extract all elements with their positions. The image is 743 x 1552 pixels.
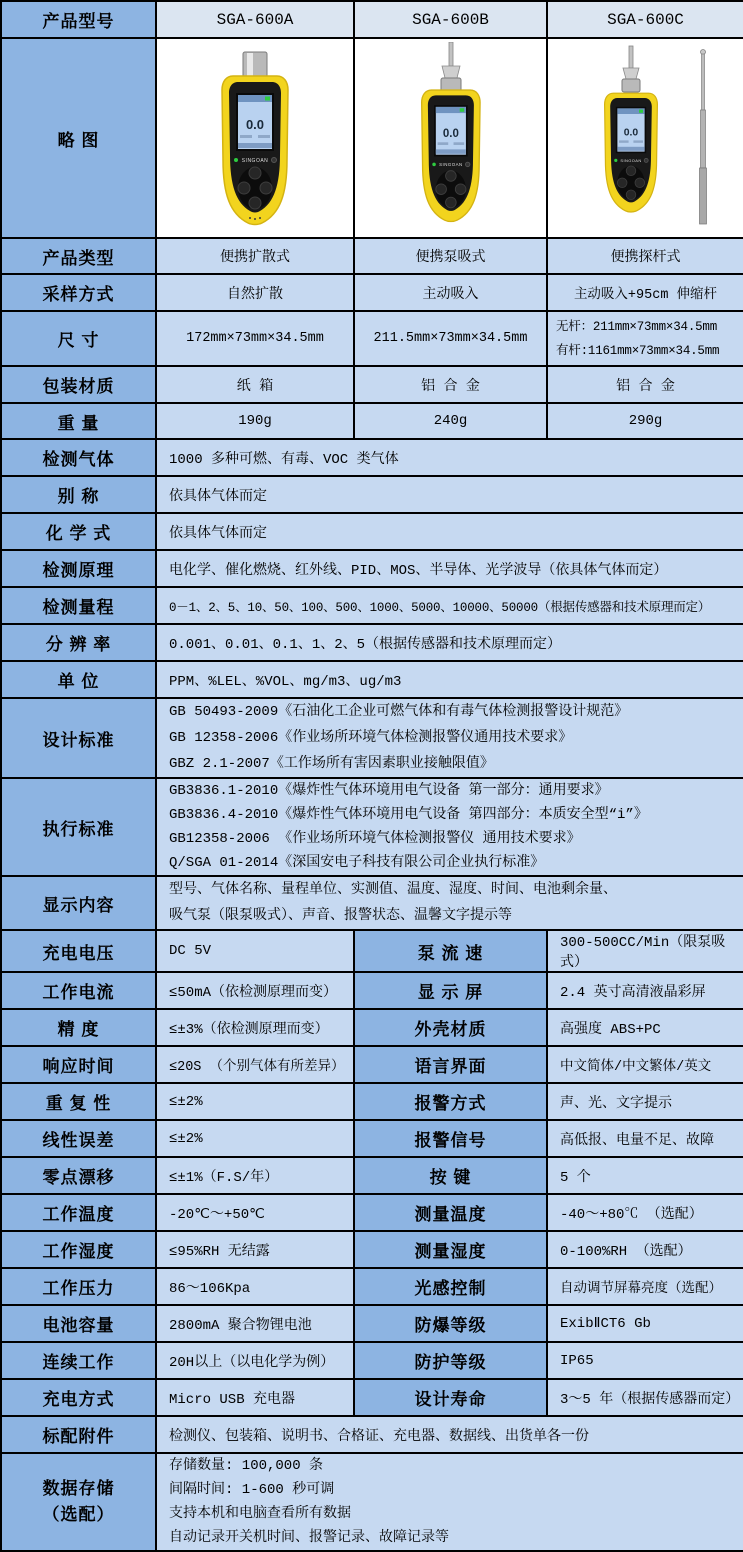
spec-label: 报警信号 [354,1120,547,1157]
spec-label: 语言界面 [354,1046,547,1083]
standard-line: GB 12358-2006《作业场所环境气体检测报警仪通用技术要求》 [169,730,573,746]
spec-value: 300-500CC/Min（限泵吸式） [547,930,743,972]
standard-line: GB3836.4-2010《爆炸性气体环境用电气设备 第四部分：本质安全型“i”》 [169,807,648,823]
spec-value: IP65 [547,1342,743,1379]
sampling-method-row [1,274,743,311]
dual-row [1,1231,743,1268]
product-model-label: 产品型号 [1,1,156,38]
alias-row [1,476,743,513]
detection-range-row [1,587,743,624]
spec-label: 线性误差 [1,1120,156,1157]
display-line: 型号、气体名称、量程单位、实测值、温度、湿度、时间、电池剩余量、 [169,882,617,898]
spec-label: 充电方式 [1,1379,156,1416]
spec-value-c: 290g [547,403,743,439]
spec-value-a: 自然扩散 [156,274,354,311]
storage-line: 存储数量: 100,000 条 [169,1458,324,1474]
spec-value: 自动调节屏幕亮度（选配） [547,1268,743,1305]
spec-label: 化 学 式 [1,513,156,550]
storage-label-line: （选配） [42,1505,115,1524]
accessories-row [1,1416,743,1453]
spec-label: 泵 流 速 [354,930,547,972]
spec-value-c: 铝 合 金 [547,366,743,403]
sketch-label: 略 图 [1,38,156,238]
spec-value: ≤±2% [156,1083,354,1120]
dual-row [1,1305,743,1342]
spec-value: ≤95%RH 无结露 [156,1231,354,1268]
spec-value-b: 便携泵吸式 [354,238,547,274]
spec-label: 标配附件 [1,1416,156,1453]
spec-value: 5 个 [547,1157,743,1194]
spec-value: ≤±2% [156,1120,354,1157]
spec-label: 工作压力 [1,1268,156,1305]
spec-value: 声、光、文字提示 [547,1083,743,1120]
sketch-row [1,38,743,238]
standard-line: Q/SGA 01-2014《深国安电子科技有限公司企业执行标准》 [169,855,545,871]
dimension-without-rod: 无杆：211mm×73mm×34.5mm [556,319,718,334]
spec-value: 0-100%RH （选配） [547,1231,743,1268]
telescopic-rod [699,50,706,225]
spec-label: 报警方式 [354,1083,547,1120]
spec-label: 执行标准 [1,778,156,876]
dual-row [1,1083,743,1120]
dual-row [1,1120,743,1157]
storage-label-line: 数据存储 [42,1479,115,1498]
spec-value [156,876,743,930]
spec-value: PPM、%LEL、%VOL、mg/m3、ug/m3 [156,661,743,698]
spec-value: ≤±1%（F.S/年） [156,1157,354,1194]
spec-value: DC 5V [156,930,354,972]
detected-gas-row [1,439,743,476]
dual-row [1,972,743,1009]
spec-value: 高强度 ABS+PC [547,1009,743,1046]
spec-label: 电池容量 [1,1305,156,1342]
dual-row [1,1157,743,1194]
spec-value-b: 240g [354,403,547,439]
spec-value: 1000 多种可燃、有毒、VOC 类气体 [156,439,743,476]
spec-label: 工作电流 [1,972,156,1009]
power-led [432,163,436,167]
spec-value: -40～+80℃ （选配） [547,1194,743,1231]
resolution-row [1,624,743,661]
spec-label: 别 称 [1,476,156,513]
display-line: 吸气泵（限泵吸式）、声音、报警状态、温馨文字提示等 [169,908,512,924]
spec-value: 高低报、电量不足、故障 [547,1120,743,1157]
weight-row [1,403,743,439]
spec-label: 显 示 屏 [354,972,547,1009]
spec-label: 连续工作 [1,1342,156,1379]
spec-value: 20H以上（以电化学为例） [156,1342,354,1379]
spec-value-b: 211.5mm×73mm×34.5mm [354,311,547,366]
brand-text: SINGOAN [619,158,642,163]
spec-value: 2.4 英寸高清液晶彩屏 [547,972,743,1009]
spec-label: 重 量 [1,403,156,439]
spec-value-a: 便携扩散式 [156,238,354,274]
spec-value: 电化学、催化燃烧、红外线、PID、MOS、半导体、光学波导（依具体气体而定） [156,550,743,587]
model-b-name: SGA-600B [354,1,547,38]
spec-value: 3～5 年（根据传感器而定） [547,1379,743,1416]
product-image-sga-600c [547,38,743,238]
spec-label: 外壳材质 [354,1009,547,1046]
spec-value: ≤50mA（依检测原理而变） [156,972,354,1009]
spec-label: 响应时间 [1,1046,156,1083]
storage-line: 间隔时间: 1-600 秒可调 [169,1482,335,1498]
product-image-sga-600b [354,38,547,238]
spec-value: 2800mA 聚合物锂电池 [156,1305,354,1342]
spec-label: 充电电压 [1,930,156,972]
storage-line: 自动记录开关机时间、报警记录、故障记录等 [169,1530,449,1546]
spec-label: 检测气体 [1,439,156,476]
spec-label: 检测量程 [1,587,156,624]
spec-label: 工作温度 [1,1194,156,1231]
detector-probe-illustration [566,42,726,234]
dual-row [1,1379,743,1416]
spec-label [1,1453,156,1551]
spec-label: 光感控制 [354,1268,547,1305]
spec-label: 重 复 性 [1,1083,156,1120]
spec-label: 分 辨 率 [1,624,156,661]
spec-label: 显示内容 [1,876,156,930]
header-row [1,1,743,38]
dimensions-row [1,311,743,366]
spec-value-c: 便携探杆式 [547,238,743,274]
spec-value: 依具体气体而定 [156,476,743,513]
spec-label: 测量湿度 [354,1231,547,1268]
spec-label: 单 位 [1,661,156,698]
dual-row [1,1009,743,1046]
spec-value-b: 主动吸入 [354,274,547,311]
standard-line: GB3836.1-2010《爆炸性气体环境用电气设备 第一部分：通用要求》 [169,783,609,799]
dual-row [1,1046,743,1083]
spec-label: 精 度 [1,1009,156,1046]
spec-value: 依具体气体而定 [156,513,743,550]
spec-label: 采样方式 [1,274,156,311]
spec-label: 工作湿度 [1,1231,156,1268]
spec-value: Micro USB 充电器 [156,1379,354,1416]
spec-value: 检测仪、包装箱、说明书、合格证、充电器、数据线、出货单各一份 [156,1416,743,1453]
spec-label: 检测原理 [1,550,156,587]
spec-value-a: 172mm×73mm×34.5mm [156,311,354,366]
execution-standards-row [1,778,743,876]
dual-row [1,930,743,972]
spec-value-c [547,311,743,366]
spec-label: 测量温度 [354,1194,547,1231]
device-screen-reading: 0.0 [442,127,459,140]
brand-text: SINGOAN [438,162,463,168]
product-image-sga-600a [156,38,354,238]
packaging-row [1,366,743,403]
standard-line: GBZ 2.1-2007《工作场所有害因素职业接触限值》 [169,756,494,772]
spec-label: 包装材质 [1,366,156,403]
model-a-name: SGA-600A [156,1,354,38]
spec-label: 零点漂移 [1,1157,156,1194]
spec-value: ExibⅡCT6 Gb [547,1305,743,1342]
dual-row [1,1268,743,1305]
device-screen-reading: 0.0 [245,117,265,132]
storage-line: 支持本机和电脑查看所有数据 [169,1506,351,1522]
design-standards-row [1,698,743,778]
dimension-with-rod: 有杆:1161mm×73mm×34.5mm [556,343,720,358]
dual-row [1,1342,743,1379]
detection-principle-row [1,550,743,587]
spec-label: 防爆等级 [354,1305,547,1342]
spec-value: ≤±3%（依检测原理而变） [156,1009,354,1046]
detector-pump-illustration [376,42,526,234]
device-screen-reading: 0.0 [623,127,638,139]
spec-value [156,698,743,778]
spec-value-b: 铝 合 金 [354,366,547,403]
spec-value-c: 主动吸入+95cm 伸缩杆 [547,274,743,311]
spec-label: 设计寿命 [354,1379,547,1416]
data-storage-row [1,1453,743,1551]
detector-diffusion-illustration [180,42,330,234]
spec-label: 防护等级 [354,1342,547,1379]
power-led [614,159,617,162]
standard-line: GB 50493-2009《石油化工企业可燃气体和有毒气体检测报警设计规范》 [169,704,629,720]
spec-value [156,1453,743,1551]
spec-value: -20℃～+50℃ [156,1194,354,1231]
units-row [1,661,743,698]
spec-value: ≤20S （个别气体有所差异） [156,1046,354,1083]
spec-label: 尺 寸 [1,311,156,366]
dual-row [1,1194,743,1231]
display-content-row [1,876,743,930]
spec-value [156,778,743,876]
chemical-formula-row [1,513,743,550]
spec-value-a: 190g [156,403,354,439]
model-c-name: SGA-600C [547,1,743,38]
spec-value: 0－1、2、5、10、50、100、500、1000、5000、10000、50000（根据传感器和技术原理而定） [156,587,743,624]
spec-value-a: 纸 箱 [156,366,354,403]
spec-label: 按 键 [354,1157,547,1194]
spec-value: 中文简体/中文繁体/英文 [547,1046,743,1083]
spec-value: 0.001、0.01、0.1、1、2、5（根据传感器和技术原理而定） [156,624,743,661]
product-type-row [1,238,743,274]
spec-value: 86～106Kpa [156,1268,354,1305]
power-led [234,158,238,162]
brand-text: SINGOAN [241,158,269,164]
standard-line: GB12358-2006 《作业场所环境气体检测报警仪 通用技术要求》 [169,831,581,847]
spec-label: 产品类型 [1,238,156,274]
spec-label: 设计标准 [1,698,156,778]
